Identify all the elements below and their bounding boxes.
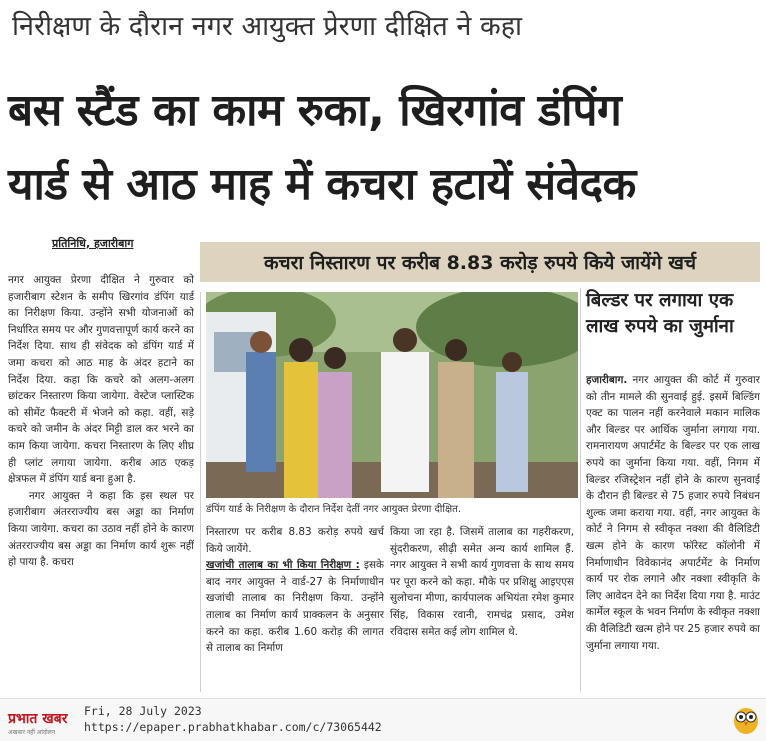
column-1-paragraph-2: नगर आयुक्त ने कहा कि इस स्थल पर हजारीबाग अंतरराज्यीय बस अड्डा का निर्माण किया जायेगा. कचरा का उठाव नहीं होने के कारण अंतरराज्यीय बस अड्डा का निर्माण कार्य शुरू नहीं हो पाया है. कचरा	[8, 489, 194, 569]
epaper-footer	[0, 698, 766, 741]
column-2-paragraph-2: इसके बाद नगर आयुक्त ने वार्ड-27 के निर्माणाधीन खजांची तालाब का निरीक्षण किया. उन्होंने तालाब का निर्माण कार्य प्राक्कलन के अनुसार करने का कहा. करीब 1.60 करोड़ की लागत से तालाब का निर्माण	[206, 559, 384, 655]
column-2	[206, 524, 384, 694]
source-url[interactable]: https://epaper.prabhatkhabar.com/c/73065442	[84, 720, 382, 734]
byline: प्रतिनिधि, हजारीबाग	[52, 237, 134, 250]
prabhat-khabar-logo[interactable]	[8, 709, 67, 736]
logo-text: प्रभात खबर	[8, 711, 68, 727]
photo-illustration	[206, 292, 578, 498]
sidebar-dateline: हजारीबाग.	[586, 374, 628, 386]
headline-line-1: बस स्टैंड का काम रुका, खिरगांव डंपिंग	[8, 85, 622, 136]
article-photo	[206, 292, 578, 498]
column-divider	[580, 288, 581, 692]
sidebar-text: नगर आयुक्त की कोर्ट में गुरुवार को तीन मामले की सुनवाई हुई. इसमें बिल्डिंग एक्ट का पालन नहीं करनेवाले मकान मालिक और बिल्डर पर आर्थिक जुर्माना लगाया गया. रामनारायण अपार्टमेंट के बिल्डर पर एक लाख रुपये का जुर्माना किया गया. वहीं, निगम में बिल्डर रजिस्ट्रेशन नहीं होने के कारण सुनवाई के दौरान ही बिल्डर से 75 हजार रुपये निबंधन शुल्क जमा कराया गया. वहीं, नगर आयुक्त के कोर्ट ने निगम से स्वीकृत नक्शा की वैलिडिटी खत्म होने के कारण फॉरेस्ट कॉलोनी में निर्माणाधीन विवेकानंद अपार्टमेंट के निर्माण कार्य पर रोक लगाने और नक्शा स्वीकृति के लिए आवेदन देने का निर्देश दिया गया है. माउंट कार्मेल स्कूल के भवन निर्माण के स्वीकृत नक्शा की वैलिडिटी खत्म होने पर 25 हजार रुपये का जुर्माना लगाया गया.	[586, 374, 760, 652]
column-2-paragraph-1: निस्तारण पर करीब 8.83 करोड़ रुपये खर्च किये जायेंगे.	[206, 526, 384, 555]
owl-icon	[732, 703, 760, 735]
logo-tagline: अखबार नहीं आंदोलन	[8, 729, 56, 736]
subhead-banner	[200, 242, 760, 282]
publish-date: Fri, 28 July 2023	[84, 704, 202, 718]
column-divider	[200, 292, 201, 692]
column-3: किया जा रहा है. जिसमें तालाब का गहरीकरण, सुंदरीकरण, सीढ़ी समेत अन्य कार्य शामिल हैं. नगर आयुक्त ने सभी कार्य गुणवत्ता के साथ समय पर पूरा करने को कहा. मौके पर प्रशिक्षु आइएएस सुलोचना मीणा, कार्यपालक अभियंता रमेश कुमार सिंह, विकास रवानी, रामचंद्र प्रसाद, उमेश रविदास समेत कई लोग शामिल थे.	[390, 526, 574, 638]
column-1	[8, 272, 194, 692]
column-2-subheading: खजांची तालाब का भी किया निरीक्षण :	[206, 559, 360, 572]
sidebar-title: बिल्डर पर लगाया एक लाख रुपये का जुर्माना	[586, 290, 734, 337]
footer-meta	[84, 703, 382, 735]
subhead-text: कचरा निस्तारण पर करीब 8.83 करोड़ रुपये किये जायेंगे खर्च	[263, 252, 697, 274]
column-1-paragraph-1: नगर आयुक्त प्रेरणा दीक्षित ने गुरुवार को हजारीबाग स्टेशन के समीप खिरगांव डंपिंग यार्ड का निरीक्षण किया. उन्होंने सभी योजनाओं को निर्धारित समय पर और गुणवत्तापूर्ण कार्य करने का निर्देश दिया. साथ ही संवेदक को डंपिंग यार्ड में जमा कचरा को आठ माह के अंदर हटाने का निर्देश दिया. कहा कि कचरे को अलग-अलग छांटकर निस्तारण किया जायेगा. वेस्टेज प्लास्टिक को सीमेंट फैक्टरी में भेजने को कहा. वहीं, सड़े कचरे को जमीन के अंदर मिट्टी डाल कर भरने का काम किया जायेगा. कचरा निस्तारण के लिए शीघ्र ही प्लांट लगाया जायेगा. करीब आठ एकड़ क्षेत्रफल में डंपिंग यार्ड बना हुआ है.	[8, 274, 194, 486]
headline-line-2: यार्ड से आठ माह में कचरा हटायें संवेदक	[8, 159, 636, 210]
sidebar-body	[586, 372, 760, 694]
article-kicker: निरीक्षण के दौरान नगर आयुक्त प्रेरणा दीक्षित ने कहा	[12, 11, 523, 42]
photo-caption: डंपिंग यार्ड के निरीक्षण के दौरान निर्देश देतीं नगर आयुक्त प्रेरणा दीक्षित.	[206, 504, 462, 515]
